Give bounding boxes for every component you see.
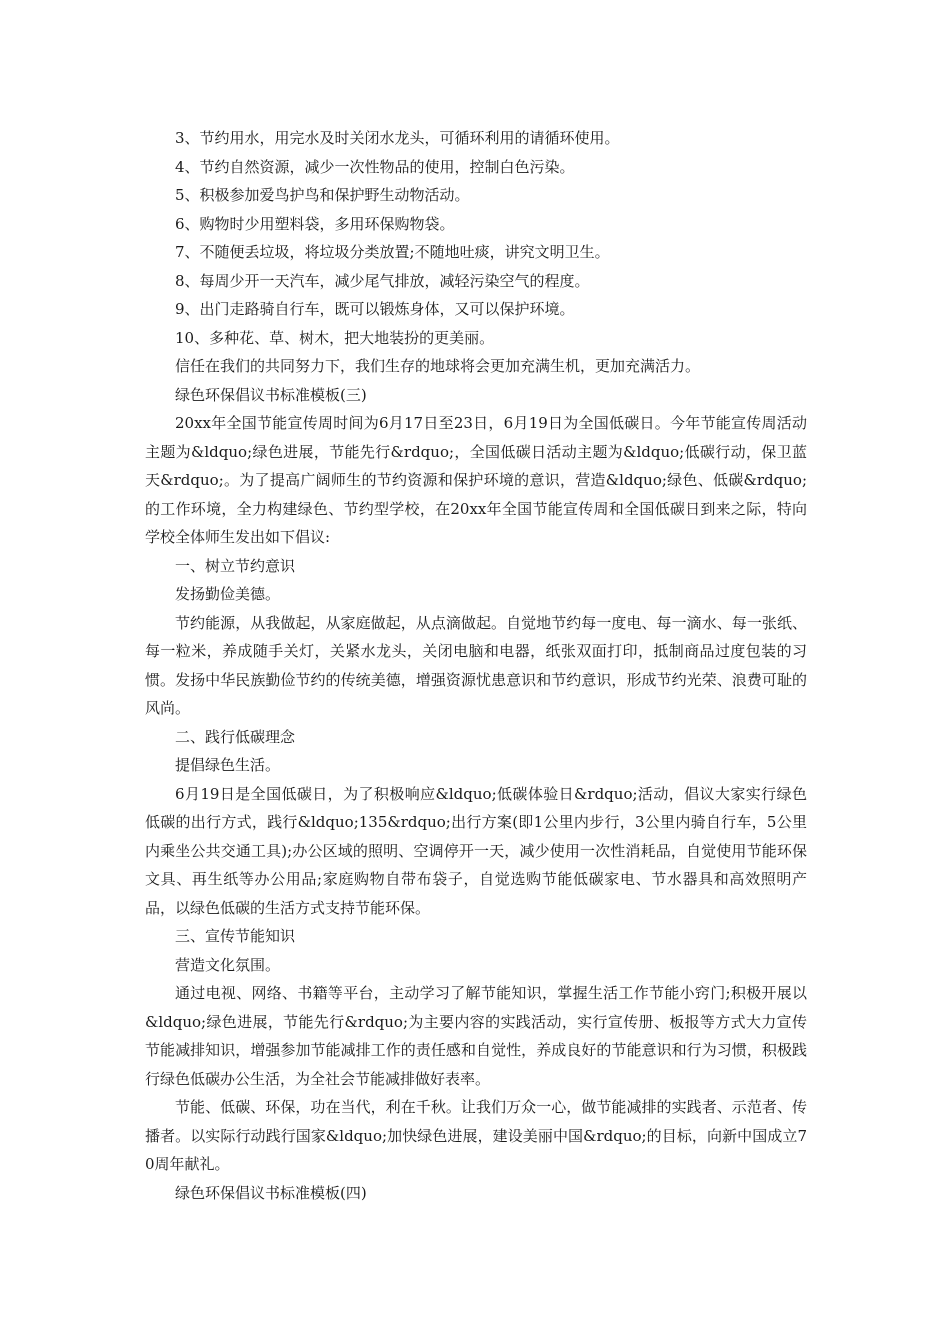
body-paragraph-2: 6月19日是全国低碳日，为了积极响应&ldquo;低碳体验日&rdquo;活动，倡议大家实行绿色低碳的出行方式，践行&ldquo;135&rdquo;出行方案(即1公里内步行，3公里内骑自行车，5公里内乘坐公共交通工具);办公区域的照明、空调停开一天，减少使用一次性消耗品，自觉使用节能环保文具、再生纸等办公用品;家庭购物自带布袋子，自觉选购节能低碳家电、节水器具和高效照明产品，以绿色低碳的生活方式支持节能环保。 [145,784,807,917]
body-paragraph-3: 通过电视、网络、书籍等平台，主动学习了解节能知识，掌握生活工作节能小窍门;积极开展以&ldquo;绿色进展，节能先行&rdquo;为主要内容的实践活动，实行宣传册、板报等方式大力宣传节能减排知识，增强参加节能减排工作的责任感和自觉性，养成良好的节能意识和行为习惯，积极践行绿色低碳办公生活，为全社会节能减排做好表率。 [145,984,807,1088]
list-item-save-resources: 4、节约自然资源，减少一次性物品的使用，控制白色污染。 [175,157,575,176]
subheading-1: 一、树立节约意识 [175,556,296,575]
list-item-cycle: 9、出门走路骑自行车，既可以锻炼身体，又可以保护环境。 [175,300,575,318]
subheading-3-summary: 营造文化氛围。 [175,955,281,974]
subheading-2-summary: 提倡绿色生活。 [175,756,281,774]
list-item-protect-birds: 5、积极参加爱鸟护鸟和保护野生动物活动。 [175,186,470,204]
list-item-save-water: 3、节约用水，用完水及时关闭水龙头，可循环利用的请循环使用。 [175,129,620,147]
closing-paragraph: 信任在我们的共同努力下，我们生存的地球将会更加充满生机，更加充满活力。 [175,357,701,375]
subheading-3: 三、宣传节能知识 [175,927,296,945]
list-item-no-litter: 7、不随便丢垃圾，将垃圾分类放置;不随地吐痰，讲究文明卫生。 [175,243,610,261]
body-paragraph-1: 节约能源，从我做起，从家庭做起，从点滴做起。自觉地节约每一度电、每一滴水、每一张纸、每一粒米，养成随手关灯，关紧水龙头，关闭电脑和电器，纸张双面打印，抵制商品过度包装的习惯。发扬中华民族勤俭节约的传统美德，增强资源忧患意识和节约意识，形成节约光荣、浪费可耻的风尚。 [145,613,807,717]
list-item-plant-trees: 10、多种花、草、树木，把大地装扮的更美丽。 [175,328,495,347]
subheading-2: 二、践行低碳理念 [175,727,296,746]
conclusion-paragraph: 节能、低碳、环保，功在当代，利在千秋。让我们万众一心，做节能减排的实践者、示范者、传播者。以实际行动践行国家&ldquo;加快绿色进展，建设美丽中国&rdquo;的目标，向新中国成立70周年献礼。 [145,1098,807,1173]
intro-paragraph: 20xx年全国节能宣传周时间为6月17日至23日，6月19日为全国低碳日。今年节能宣传周活动主题为&ldquo;绿色进展，节能先行&rdquo;，全国低碳日活动主题为&ldquo;低碳行动，保卫蓝天&rdquo;。为了提高广阔师生的节约资源和保护环境的意识，营造&ldquo;绿色、低碳&rdquo;的工作环境，全力构建绿色、节约型学校，在20xx年全国节能宣传周和全国低碳日到来之际，特向学校全体师生发出如下倡议: [145,414,807,546]
section-heading-template-4: 绿色环保倡议书标准模板(四) [175,1183,367,1202]
document-body [145,124,807,1207]
list-item-shopping-bags: 6、购物时少用塑料袋，多用环保购物袋。 [175,214,455,233]
section-heading-template-3: 绿色环保倡议书标准模板(三) [175,385,367,404]
subheading-1-summary: 发扬勤俭美德。 [175,585,281,603]
list-item-drive-less: 8、每周少开一天汽车，减少尾气排放，减轻污染空气的程度。 [175,271,590,290]
